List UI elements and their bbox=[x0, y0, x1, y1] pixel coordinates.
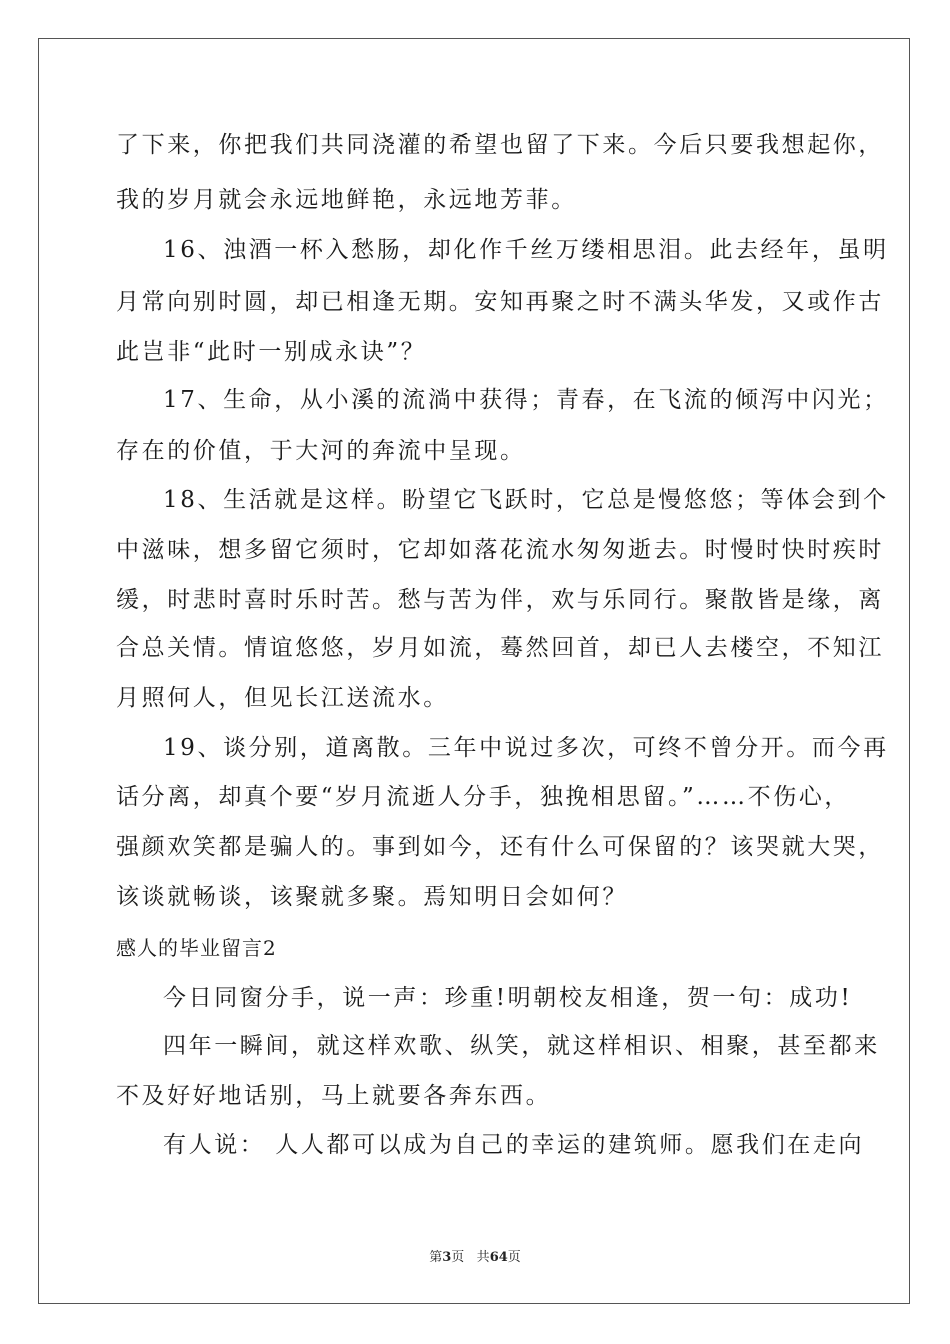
text-line: 我的岁月就会永远地鲜艳，永远地芳菲。 bbox=[116, 187, 577, 213]
text-line: 19、谈分别，道离散。三年中说过多次，可终不曾分开。而今再 bbox=[163, 735, 889, 761]
text-line: 了下来，你把我们共同浇灌的希望也留了下来。今后只要我想起你， bbox=[116, 132, 884, 158]
text-line: 今日同窗分手，说一声：珍重!明朝校友相逢，贺一句：成功! bbox=[163, 985, 853, 1011]
text-line: 话分离，却真个要“岁月流逝人分手，独挽相思留。”……不伤心， bbox=[116, 784, 851, 810]
text-line: 中滋味，想多留它须时，它却如落花流水匆匆逝去。时慢时快时疾时 bbox=[116, 537, 884, 563]
total-suffix: 页 bbox=[507, 1250, 521, 1265]
text-line: 16、浊酒一杯入愁肠，却化作千丝万缕相思泪。此去经年，虽明 bbox=[163, 237, 889, 263]
text-line: 月照何人，但见长江送流水。 bbox=[116, 685, 449, 711]
total-pages: 64 bbox=[489, 1250, 508, 1265]
text-line: 该谈就畅谈，该聚就多聚。焉知明日会如何？ bbox=[116, 884, 628, 910]
page-footer bbox=[0, 1246, 950, 1265]
total-prefix: 共 bbox=[476, 1250, 490, 1265]
text-line: 强颜欢笑都是骗人的。事到如今，还有什么可保留的？该哭就大哭， bbox=[116, 834, 884, 860]
text-line: 月常向别时圆，却已相逢无期。安知再聚之时不满头华发，又或作古 bbox=[116, 289, 884, 315]
text-line: 17、生命，从小溪的流淌中获得；青春，在飞流的倾泻中闪光； bbox=[163, 387, 889, 413]
text-line: 四年一瞬间，就这样欢歌、纵笑，就这样相识、相聚，甚至都来 bbox=[163, 1033, 880, 1059]
section-heading: 感人的毕业留言2 bbox=[116, 936, 277, 960]
text-line: 缓，时悲时喜时乐时苦。愁与苦为伴，欢与乐同行。聚散皆是缘，离 bbox=[116, 587, 884, 613]
page-border bbox=[38, 38, 910, 1304]
page-suffix: 页 bbox=[451, 1250, 465, 1265]
text-line: 不及好好地话别，马上就要各奔东西。 bbox=[116, 1083, 552, 1109]
page-number: 3 bbox=[442, 1250, 452, 1265]
text-line: 18、生活就是这样。盼望它飞跃时，它总是慢悠悠；等体会到个 bbox=[163, 487, 889, 513]
text-line: 有人说： 人人都可以成为自己的幸运的建筑师。愿我们在走向 bbox=[163, 1132, 865, 1158]
page-prefix: 第 bbox=[429, 1250, 443, 1265]
text-line: 此岂非“此时一别成永诀”？ bbox=[116, 339, 427, 365]
text-line: 合总关情。情谊悠悠，岁月如流，蓦然回首，却已人去楼空，不知江 bbox=[116, 635, 884, 661]
text-line: 存在的价值，于大河的奔流中呈现。 bbox=[116, 438, 526, 464]
